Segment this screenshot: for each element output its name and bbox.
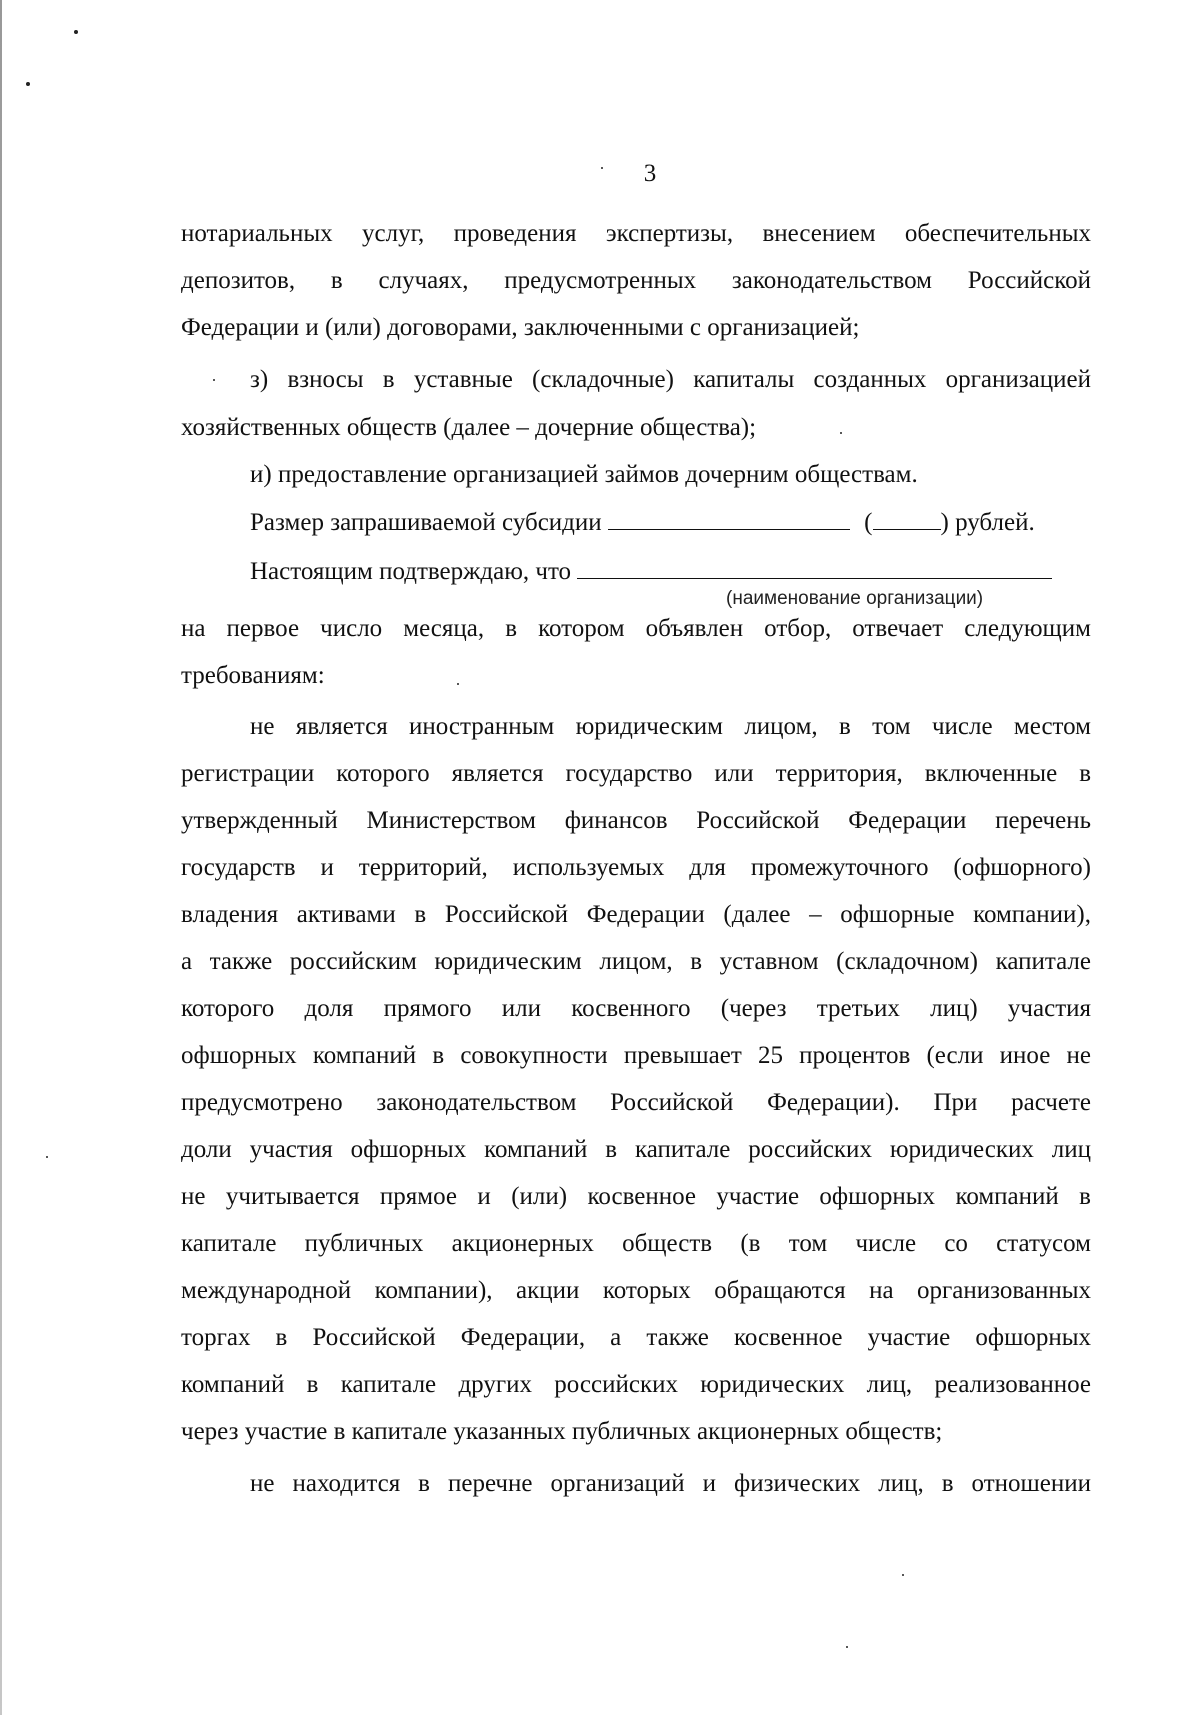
subsidy-amount-words-blank [873,507,941,530]
text-line: а также российским юридическим лицом, в уставном (складочном) капитале [181,948,1091,975]
scan-speck [213,379,215,381]
subsidy-paren-open: ( [864,509,873,536]
text-line: утвержденный Министерством финансов Российской Федерации перечень [181,807,1091,834]
subsidy-amount-blank [608,507,850,530]
subsidy-line [250,507,1091,538]
text-line: требованиям: [181,662,325,689]
page-number: 3 [643,160,657,187]
text-line: которого доля прямого или косвенного (через третьих лиц) участия [181,995,1091,1022]
text-line: Федерации и (или) договорами, заключенными с организацией; [181,314,860,341]
text-line: государств и территорий, используемых для промежуточного (офшорного) [181,854,1091,881]
text-line: владения активами в Российской Федерации (далее – офшорные компании), [181,901,1091,928]
text-line: торгах в Российской Федерации, а также косвенное участие офшорных [181,1324,1091,1351]
text-line: не находится в перечне организаций и физических лиц, в отношении [250,1470,1091,1497]
text-line: доли участия офшорных компаний в капитале российских юридических лиц [181,1136,1091,1163]
text-line: компаний в капитале других российских юридических лиц, реализованное [181,1371,1091,1398]
text-line: хозяйственных обществ (далее – дочерние общества); [181,414,757,441]
text-line: не учитывается прямое и (или) косвенное участие офшорных компаний в [181,1183,1091,1210]
organization-name-caption: (наименование организации) [726,588,984,609]
subsidy-suffix: ) рублей. [940,509,1035,536]
text-line: не является иностранным юридическим лицом, в том числе местом [250,713,1091,740]
text-line: офшорных компаний в совокупности превышает 25 процентов (если иное не [181,1042,1091,1069]
text-line: международной компании), акции которых обращаются на организованных [181,1277,1091,1304]
subsidy-label: Размер запрашиваемой субсидии [250,509,602,536]
scan-speck [74,30,78,34]
text-line: регистрации которого является государство или территория, включенные в [181,760,1091,787]
text-line: и) предоставление организацией займов дочерним обществам. [250,461,918,488]
text-line: на первое число месяца, в котором объявлен отбор, отвечает следующим [181,615,1091,642]
organization-name-blank [577,556,1052,579]
text-line: капитале публичных акционерных обществ (в том числе со статусом [181,1230,1091,1257]
text-line: нотариальных услуг, проведения экспертизы, внесением обеспечительных [181,220,1091,247]
text-line: предусмотрено законодательством Российской Федерации). При расчете [181,1089,1091,1116]
scan-speck [846,1646,848,1648]
confirm-line [250,556,1091,587]
text-line: депозитов, в случаях, предусмотренных законодательством Российской [181,267,1091,294]
scan-speck [46,1156,48,1158]
confirm-label: Настоящим подтверждаю, что [250,558,572,585]
scan-speck [26,82,30,86]
scan-edge-line [0,0,2,1715]
scan-speck [902,1574,904,1576]
text-line: з) взносы в уставные (складочные) капиталы созданных организацией [250,366,1091,393]
text-line: через участие в капитале указанных публичных акционерных обществ; [181,1418,943,1445]
